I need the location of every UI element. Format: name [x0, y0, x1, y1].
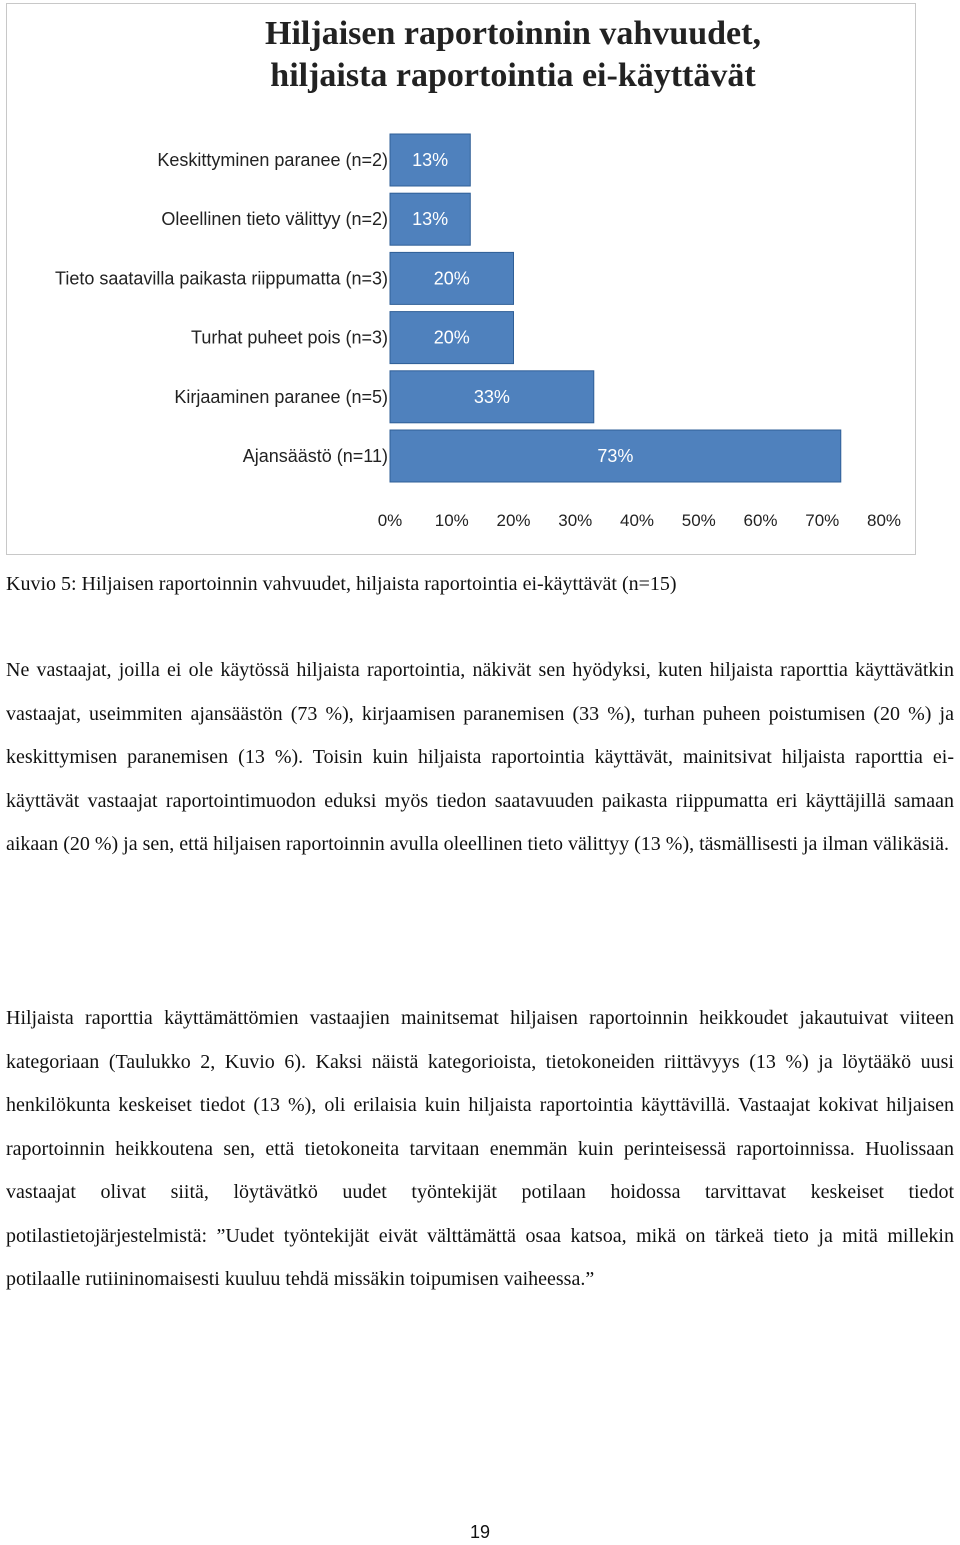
- figure-caption: Kuvio 5: Hiljaisen raportoinnin vahvuudet, hiljaista raportointia ei-käyttävät (n=15): [6, 573, 677, 595]
- category-label: Ajansäästö (n=11): [242, 446, 388, 466]
- data-label: 20%: [433, 268, 470, 289]
- data-label: 20%: [433, 327, 470, 348]
- x-tick-label: 70%: [805, 511, 840, 530]
- body-paragraph: Ne vastaajat, joilla ei ole käytössä hiljaista raportointia, näkivät sen hyödyksi, kuten hiljaista raporttia käyttävätkin vastaajat, useimmiten ajansäästön (73 %), kirjaamisen paranemisen (33 %), turhan puheen poistumisen (20 %) ja keskittymisen paranemisen (13 %). Toisin kuin hiljaista raportointia käyttävät, mainitsivat hiljaista raporttia ei-käyttävät vastaajat raportointimuodon eduksi myös tiedon saatavuuden paikasta riippumatta eri käyttäjillä samaan aikaan (20 %) ja sen, että hiljaisen raportoinnin avulla oleellinen tieto välittyy (13 %), täsmällisesti ja ilman välikäsiä.: [6, 659, 954, 855]
- category-label: Turhat puheet pois (n=3): [191, 327, 388, 348]
- x-tick-label: 80%: [866, 511, 902, 530]
- category-label: Oleellinen tieto välittyy (n=2): [161, 209, 388, 230]
- data-label: 33%: [473, 386, 510, 407]
- category-label: Keskittyminen paranee (n=2): [157, 150, 388, 170]
- x-tick-label: 20%: [496, 511, 531, 530]
- data-label: 13%: [412, 150, 449, 170]
- body-paragraph: Hiljaista raporttia käyttämättömien vastaajien mainitsemat hiljaisen raportoinnin heikkoudet jakautuivat viiteen kategoriaan (Taulukko 2, Kuvio 6). Kaksi näistä kategorioista, tietokoneiden riittävyys (13 %) ja löytääkö uusi henkilökunta keskeiset tiedot (13 %), oli erilaisia kuin hiljaista raportointia käyttävillä. Vastaajat kokivat hiljaisen raportoinnin heikkoutena sen, että tietokoneita tarvitaan enemmän kuin perinteisessä raportoinnissa. Huolissaan vastaajat olivat siitä, löytävätkö uudet työntekijät potilaan hoidossa tarvittavat keskeiset tiedot potilastietojärjestelmistä: ”Uudet työntekijät eivät välttämättä osaa katsoa, mikä on tärkeä tieto ja mitä millekin potilaalle rutiininomaisesti kuuluu tehdä missäkin toipumisen vaiheessa.”: [6, 1007, 954, 1290]
- data-label: 73%: [597, 446, 634, 466]
- category-label: Tieto saatavilla paikasta riippumatta (n=3): [55, 268, 388, 289]
- data-label: 13%: [412, 209, 449, 230]
- chart-figure: [6, 3, 916, 555]
- x-tick-label: 40%: [619, 511, 655, 530]
- x-tick-label: 10%: [434, 511, 469, 530]
- x-tick-label: 30%: [558, 511, 593, 530]
- x-tick-label: 60%: [743, 511, 778, 530]
- x-tick-label: 0%: [377, 511, 403, 530]
- x-tick-label: 50%: [681, 511, 716, 530]
- page-number: 19: [469, 1522, 491, 1542]
- chart-title: Hiljaisen raportoinnin vahvuudet, hiljaista raportointia ei-käyttävät: [265, 15, 761, 94]
- bar-chart: [7, 4, 915, 554]
- category-label: Kirjaaminen paranee (n=5): [174, 386, 388, 407]
